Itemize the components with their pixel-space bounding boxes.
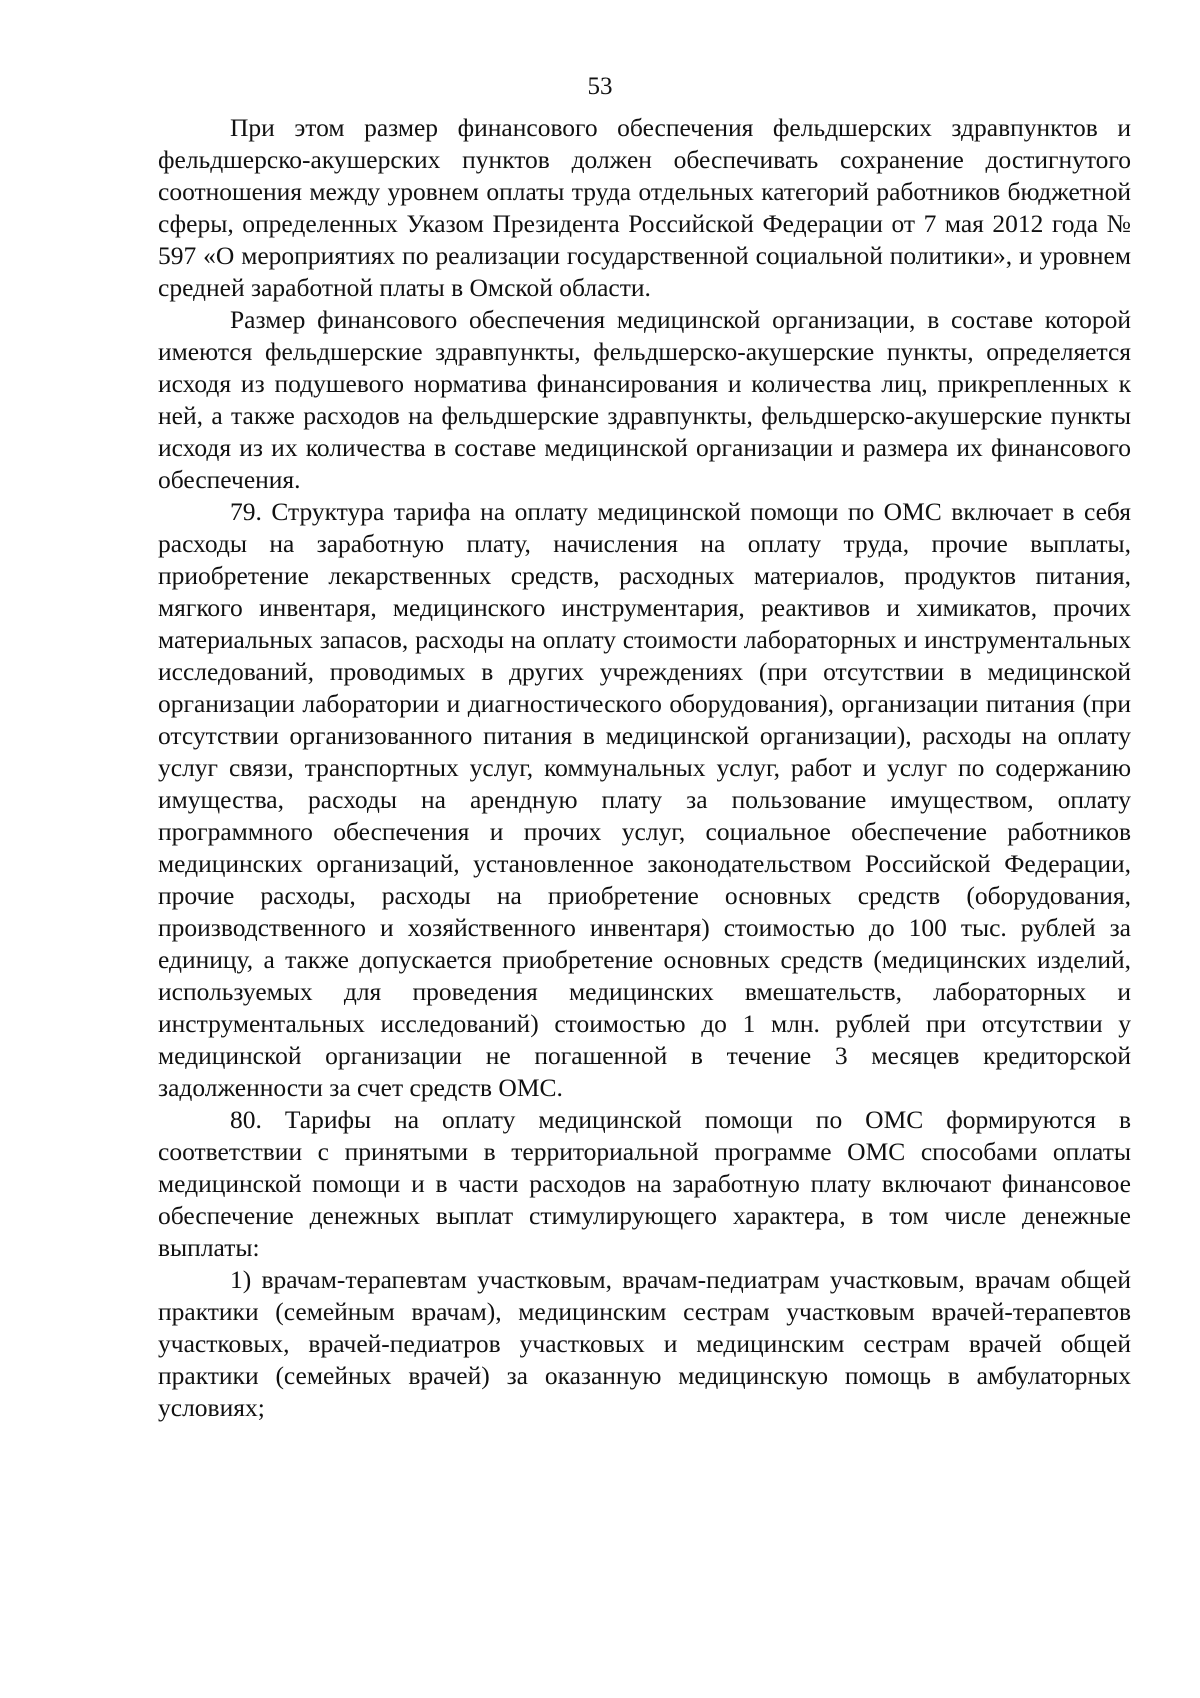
paragraph-organization-financing: Размер финансового обеспечения медицинской организации, в составе которой имеются фельдшерские здравпункты, фельдшерско-акушерские пункты, определяется исходя из подушевого норматива финансирования и количества лиц, прикрепленных к ней, а также расходов на фельдшерские здравпункты, фельдшерско-акушерские пункты исходя из их количества в составе медицинской организации и размера их финансового обеспечения. xyxy=(158,305,1131,494)
page-number: 53 xyxy=(587,73,613,100)
paragraph-fap-financing: При этом размер финансового обеспечения фельдшерских здравпунктов и фельдшерско-акушерских пунктов должен обеспечивать сохранение достигнутого соотношения между уровнем оплаты труда отдельных категорий работников бюджетной сферы, определенных Указом Президента Российской Федерации от 7 мая 2012 года № 597 «О мероприятиях по реализации государственной социальной политики», и уровнем средней заработной платы в Омской области. xyxy=(158,113,1131,302)
paragraph-79-tariff-structure: 79. Структура тарифа на оплату медицинской помощи по ОМС включает в себя расходы на заработную плату, начисления на оплату труда, прочие выплаты, приобретение лекарственных средств, расходных материалов, продуктов питания, мягкого инвентаря, медицинского инструментария, реактивов и химикатов, прочих материальных запасов, расходы на оплату стоимости лабораторных и инструментальных исследований, проводимых в других учреждениях (при отсутствии в медицинской организации лаборатории и диагностического оборудования), организации питания (при отсутствии организованного питания в медицинской организации), расходы на оплату услуг связи, транспортных услуг, коммунальных услуг, работ и услуг по содержанию имущества, расходы на арендную плату за пользование имуществом, оплату программного обеспечения и прочих услуг, социальное обеспечение работников медицинских организаций, установленное законодательством Российской Федерации, прочие расходы, расходы на приобретение основных средств (оборудования, производственного и хозяйственного инвентаря) стоимостью до 100 тыс. рублей за единицу, а также допускается приобретение основных средств (медицинских изделий, используемых для проведения медицинских вмешательств, лабораторных и инструментальных исследований) стоимостью до 1 млн. рублей при отсутствии у медицинской организации не погашенной в течение 3 месяцев кредиторской задолженности за счет средств ОМС. xyxy=(158,497,1131,1102)
paragraph-80-tariffs: 80. Тарифы на оплату медицинской помощи по ОМС формируются в соответствии с принятыми в территориальной программе ОМС способами оплаты медицинской помощи и в части расходов на заработную плату включают финансовое обеспечение денежных выплат стимулирующего характера, в том числе денежные выплаты: xyxy=(158,1105,1131,1262)
document-body xyxy=(158,112,1131,1424)
paragraph-list-item-1: 1) врачам-терапевтам участковым, врачам-педиатрам участковым, врачам общей практики (семейным врачам), медицинским сестрам участковым врачей-терапевтов участковых, врачей-педиатров участковых и медицинским сестрам врачей общей практики (семейных врачей) за оказанную медицинскую помощь в амбулаторных условиях; xyxy=(158,1265,1131,1422)
